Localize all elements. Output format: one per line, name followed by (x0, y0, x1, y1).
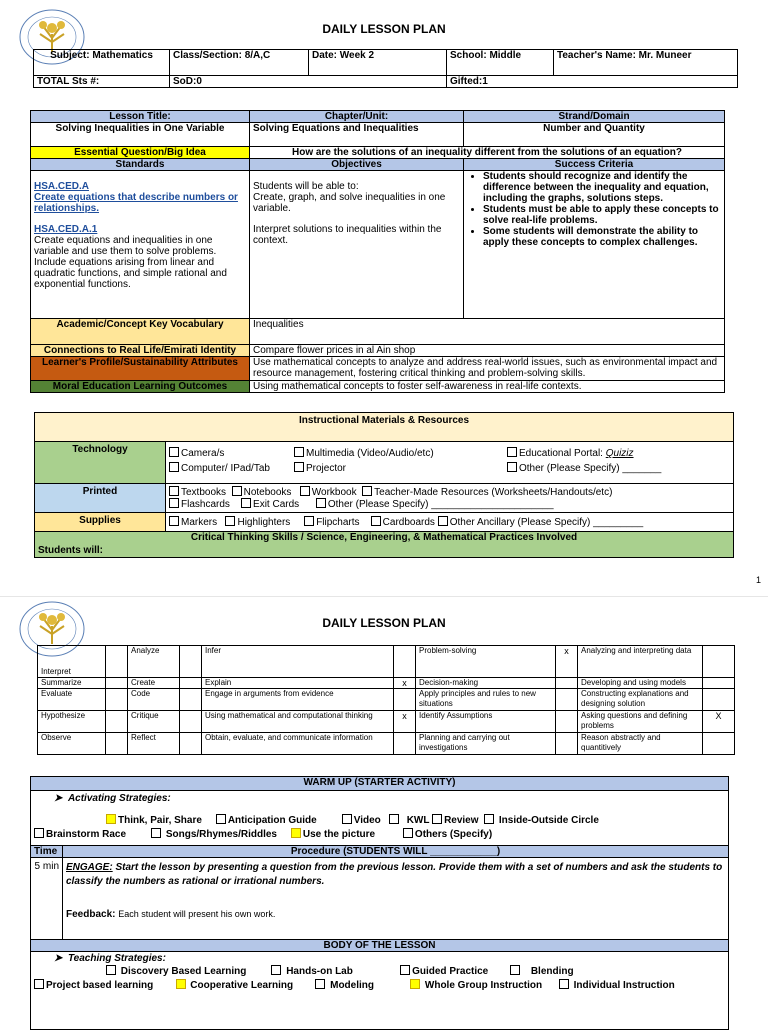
checkbox[interactable] (241, 498, 251, 508)
technology-options (166, 442, 734, 484)
page-number: 1 (756, 575, 762, 585)
option-label: Whole Group Instruction (424, 980, 543, 991)
procedure-header: Procedure (STUDENTS WILL ____________) (63, 846, 729, 858)
option-label: Flashcards (181, 499, 230, 510)
objectives-cell (250, 171, 464, 319)
success-criterion: • Some students will demonstrate the ability to apply these concepts to complex challenges. (483, 226, 721, 248)
option-label: Markers (181, 517, 218, 528)
skill-label: Create (128, 678, 180, 689)
skill-check-mark[interactable] (106, 711, 128, 733)
connections-value: Compare flower prices in al Ain shop (250, 345, 725, 357)
teacher-cell: Teacher's Name: Mr. Muneer (554, 50, 738, 76)
option-label: KWL (406, 815, 430, 826)
checkbox[interactable] (216, 814, 226, 824)
students-will-label: Students will: (38, 545, 103, 556)
checkbox[interactable] (232, 486, 242, 496)
option-label: Educational Portal: (519, 448, 603, 459)
vocabulary-label: Academic/Concept Key Vocabulary (31, 319, 250, 345)
skill-check-mark[interactable] (556, 733, 578, 755)
option-label: Guided Practice (412, 966, 489, 977)
objective-item: Create, graph, and solve inequalities in one variable. (253, 192, 446, 214)
supplies-label: Supplies (35, 513, 166, 532)
checkbox[interactable] (304, 516, 314, 526)
skill-label: Constructing explanations and designing solution (578, 689, 703, 711)
supplies-options (166, 513, 734, 532)
option-label: Camera/s (181, 448, 225, 459)
checkbox[interactable] (169, 516, 179, 526)
skill-check-mark[interactable] (394, 733, 416, 755)
option-label: Cooperative Learning (190, 980, 294, 991)
skill-label: Analyze (128, 646, 180, 678)
option-label: Teacher-Made Resources (Worksheets/Handouts/etc) (374, 487, 613, 498)
checkbox[interactable] (507, 447, 517, 457)
skill-label: Obtain, evaluate, and communicate information (202, 733, 394, 755)
option-label: Inside-Outside Circle (498, 815, 599, 826)
skill-check-mark[interactable]: x (556, 646, 578, 678)
skills-row (38, 646, 735, 678)
activating-label: ➤ Activating Strategies: (54, 793, 171, 804)
skills-row (38, 689, 735, 711)
skill-label: Summarize (38, 678, 106, 689)
option-label: Other (Please Specify) ______________________ (327, 499, 554, 510)
skill-label: Apply principles and rules to new situations (416, 689, 556, 711)
option-label: Hands-on Lab (286, 966, 353, 977)
option-label: Video (353, 815, 381, 826)
option-label: Flipcharts (316, 517, 360, 528)
moral-education-label: Moral Education Learning Outcomes (31, 381, 250, 393)
option-label: Anticipation Guide (227, 815, 317, 826)
engage-text: Start the lesson by presenting a question from the previous lesson. Provide them with a set of numbers and ask the students to classify the numbers as rational or irrational numbers. (66, 862, 723, 887)
materials-table (34, 412, 734, 558)
option-label: Highlighters (237, 517, 291, 528)
option-label: Others (Specify) (414, 829, 493, 840)
engage-label: ENGAGE: (66, 862, 113, 873)
skill-check-mark[interactable] (106, 733, 128, 755)
strand-value: Number and Quantity (464, 123, 725, 147)
skill-label: Infer (202, 646, 394, 678)
skill-check-mark[interactable] (556, 678, 578, 689)
chapter-header: Chapter/Unit: (250, 111, 464, 123)
checkbox[interactable] (34, 828, 44, 838)
page-title: DAILY LESSON PLAN (322, 616, 446, 630)
time-value: 5 min (31, 858, 63, 940)
class-section-cell: Class/Section: 8/A,C (170, 50, 309, 76)
success-criteria-cell (464, 171, 725, 319)
moral-education-value: Using mathematical concepts to foster self-awareness in real-life contexts. (250, 381, 725, 393)
checkbox[interactable] (371, 516, 381, 526)
printed-options (166, 484, 734, 513)
skill-label: Identify Assumptions (416, 711, 556, 733)
skill-label: Observe (38, 733, 106, 755)
skills-row (38, 678, 735, 689)
skill-check-mark[interactable]: x (394, 711, 416, 733)
skill-label: Hypothesize (38, 711, 106, 733)
checkbox[interactable] (362, 486, 372, 496)
essential-question-text: How are the solutions of an inequality different from the solutions of an equation? (250, 147, 725, 159)
skill-check-mark[interactable] (556, 711, 578, 733)
skill-check-mark[interactable] (703, 733, 735, 755)
option-label: Exit Cards (253, 499, 300, 510)
checkbox[interactable] (169, 462, 179, 472)
body-header: BODY OF THE LESSON (31, 940, 729, 952)
procedure-cell (63, 858, 729, 940)
option-label: Blending (530, 966, 574, 977)
checkbox[interactable] (432, 814, 442, 824)
option-label: Multimedia (Video/Audio/etc) (306, 448, 434, 459)
skill-check-mark[interactable] (703, 678, 735, 689)
materials-header: Instructional Materials & Resources (35, 413, 734, 442)
lesson-title-value: Solving Inequalities in One Variable (31, 123, 250, 147)
feedback-label: Feedback: (66, 909, 116, 920)
checkbox[interactable] (271, 965, 281, 975)
success-criterion: • Students should recognize and identify the difference between the inequality and equation, including the graphs, solutions steps. (483, 171, 721, 204)
school-cell: School: Middle (447, 50, 554, 76)
checkbox[interactable] (507, 462, 517, 472)
option-label: Other Ancillary (Please Specify) _________ (449, 517, 644, 528)
warmup-table (30, 776, 729, 1030)
checkbox[interactable] (34, 979, 44, 989)
skill-check-mark[interactable] (106, 689, 128, 711)
skill-label: Evaluate (38, 689, 106, 711)
checkbox[interactable] (300, 486, 310, 496)
checkbox[interactable] (403, 828, 413, 838)
option-label: Think, Pair, Share (118, 815, 202, 826)
skill-check-mark[interactable] (180, 711, 202, 733)
skill-label: Explain (202, 678, 394, 689)
lesson-table (30, 110, 725, 393)
lesson-title-header: Lesson Title: (31, 111, 250, 123)
critical-thinking-section (35, 532, 734, 558)
teaching-label: ➤ Teaching Strategies: (54, 953, 166, 964)
skill-label: Interpret (38, 646, 106, 678)
option-label: Use the picture (302, 829, 376, 840)
option-label: Modeling (330, 980, 374, 991)
checkbox[interactable] (559, 979, 569, 989)
checkbox[interactable] (342, 814, 352, 824)
skill-check-mark[interactable]: x (394, 678, 416, 689)
warmup-header: WARM UP (STARTER ACTIVITY) (31, 777, 729, 791)
sod-cell: SoD:0 (170, 76, 447, 88)
checkbox[interactable] (316, 498, 326, 508)
checkbox[interactable] (151, 828, 161, 838)
checkbox[interactable] (294, 447, 304, 457)
checkbox[interactable] (294, 462, 304, 472)
success-criterion: • Students must be able to apply these concepts to solve real-life problems. (483, 204, 721, 226)
skills-row (38, 711, 735, 733)
checkbox[interactable] (106, 965, 116, 975)
technology-label: Technology (35, 442, 166, 484)
date-cell: Date: Week 2 (309, 50, 447, 76)
objective-intro: Students will be able to: (253, 181, 359, 192)
chapter-value: Solving Equations and Inequalities (250, 123, 464, 147)
page-separator (0, 596, 768, 597)
option-label: Songs/Rhymes/Riddles (165, 829, 277, 840)
header-table (33, 49, 738, 88)
skill-label: Reflect (128, 733, 180, 755)
checkbox-checked[interactable] (106, 814, 116, 824)
checkbox-checked[interactable] (410, 979, 420, 989)
skill-label: Reason abstractly and quantitively (578, 733, 703, 755)
option-label: Discovery Based Learning (120, 966, 247, 977)
gifted-cell: Gifted:1 (447, 76, 738, 88)
skill-label: Critique (128, 711, 180, 733)
teaching-strategies (31, 952, 729, 1030)
skills-row (38, 733, 735, 755)
option-label: Computer/ IPad/Tab (181, 463, 270, 474)
option-label: Individual Instruction (573, 980, 675, 991)
standards-cell (31, 171, 250, 319)
subject-cell: Subject: Mathematics (34, 50, 170, 76)
option-label: Review (444, 815, 479, 826)
option-label: Project based learning (46, 980, 154, 991)
skill-check-mark[interactable] (180, 646, 202, 678)
skill-check-mark[interactable]: X (703, 711, 735, 733)
skill-label: Developing and using models (578, 678, 703, 689)
option-label: Cardboards (382, 517, 435, 528)
portal-value: Quiziz (605, 448, 634, 459)
skill-check-mark[interactable] (106, 678, 128, 689)
checkbox[interactable] (315, 979, 325, 989)
skill-check-mark[interactable] (703, 646, 735, 678)
skill-label: Asking questions and defining problems (578, 711, 703, 733)
skill-label: Planning and carrying out investigations (416, 733, 556, 755)
vocabulary-value: Inequalities (250, 319, 725, 345)
skill-label: Problem-solving (416, 646, 556, 678)
objectives-header: Objectives (250, 159, 464, 171)
skill-label: Decision-making (416, 678, 556, 689)
time-header: Time (31, 846, 63, 858)
checkbox[interactable] (400, 965, 410, 975)
critical-thinking-header: Critical Thinking Skills / Science, Engineering, & Mathematical Practices Involved (190, 532, 578, 543)
skill-check-mark[interactable] (180, 678, 202, 689)
standards-header: Standards (31, 159, 250, 171)
standard-code-link[interactable]: HSA.CED.A.1 (34, 224, 98, 235)
checkbox[interactable] (169, 447, 179, 457)
standard-code-link[interactable]: HSA.CED.A (34, 181, 90, 192)
checkbox[interactable] (484, 814, 494, 824)
feedback-text: Each student will present his own work. (118, 909, 276, 919)
skill-check-mark[interactable] (180, 689, 202, 711)
option-label: Brainstorm Race (46, 829, 127, 840)
checkbox[interactable] (510, 965, 520, 975)
checkbox[interactable] (225, 516, 235, 526)
page-title: DAILY LESSON PLAN (322, 22, 446, 36)
skill-check-mark[interactable] (180, 733, 202, 755)
skill-check-mark[interactable] (394, 646, 416, 678)
option-label: Workbook (311, 487, 357, 498)
standard-description: Create equations and inequalities in one variable and use them to solve problems. Include equations arising from linear and quadratic functions, and simple rational and exponential functions. (34, 235, 227, 290)
skill-check-mark[interactable] (556, 689, 578, 711)
essential-question-label: Essential Question/Big Idea (31, 147, 250, 159)
connections-label: Connections to Real Life/Emirati Identity (31, 345, 250, 357)
checkbox[interactable] (169, 498, 179, 508)
checkbox-checked[interactable] (291, 828, 301, 838)
strand-header: Strand/Domain (464, 111, 725, 123)
skill-check-mark[interactable] (394, 689, 416, 711)
total-students-cell: TOTAL Sts #: (34, 76, 170, 88)
option-label: Notebooks (243, 487, 292, 498)
skill-check-mark[interactable] (703, 689, 735, 711)
option-label: Projector (306, 463, 347, 474)
option-label: Other (Please Specify) _______ (519, 463, 662, 474)
skill-label: Engage in arguments from evidence (202, 689, 394, 711)
activating-strategies (31, 791, 729, 846)
option-label: Textbooks (181, 487, 227, 498)
checkbox-checked[interactable] (176, 979, 186, 989)
printed-label: Printed (35, 484, 166, 513)
objective-item: Interpret solutions to inequalities within the context. (253, 224, 442, 246)
skill-check-mark[interactable] (106, 646, 128, 678)
skill-label: Code (128, 689, 180, 711)
skill-label: Analyzing and interpreting data (578, 646, 703, 678)
standard-text-link[interactable]: Create equations that describe numbers or relationships. (34, 192, 238, 214)
checkbox[interactable] (438, 516, 448, 526)
skills-table (37, 645, 735, 755)
success-criteria-header: Success Criteria (464, 159, 725, 171)
checkbox[interactable] (169, 486, 179, 496)
learner-profile-label: Learner's Profile/Sustainability Attributes (31, 357, 250, 381)
skill-label: Using mathematical and computational thinking (202, 711, 394, 733)
checkbox[interactable] (389, 814, 399, 824)
learner-profile-value: Use mathematical concepts to analyze and address real-world issues, such as environmental impact and resource management, fostering critical thinking and problem-solving skills. (250, 357, 725, 381)
